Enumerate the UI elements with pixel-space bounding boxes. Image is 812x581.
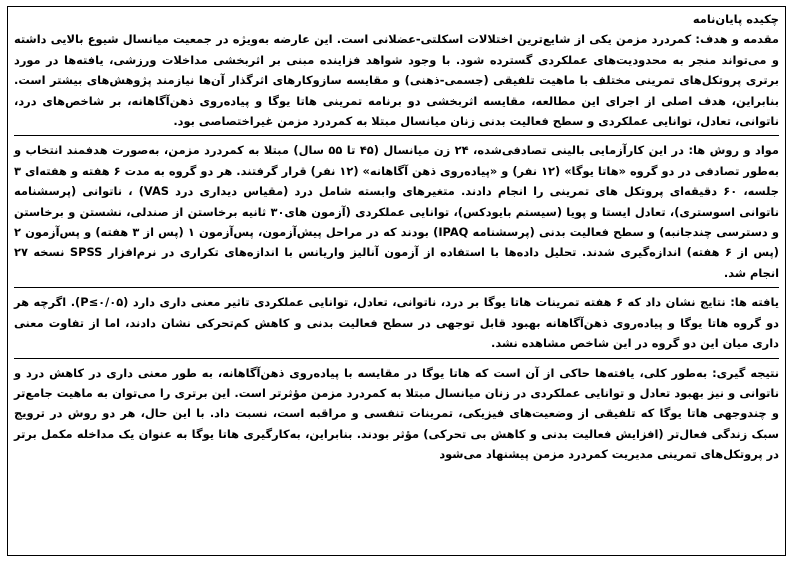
introduction-text: کمردرد مزمن یکی از شایع‌ترین اختلالات اسکلتی-عضلانی است. این عارضه به‌ویژه در جمعیت میانسال شیوع بالایی داشته و می‌تواند منجر به محدودیت‌های عملکردی گسترده شود. با وجود شواهد فزاینده مبنی بر اثربخشی مداخلات ورزشی، یافته‌ها در مورد برتری پروتکل‌های تمرینی مختلف با ماهیت تلفیقی (جسمی-ذهنی) و مقایسه سازوکارهای اثرگذار آن‌ها نیازمند پژوهش‌های بیشتر است. بنابراین، هدف اصلی از اجرای این مطالعه، مقایسه اثربخشی دو برنامه تمرینی هاتا یوگا و پیاده‌روی ذهن‌آگاهانه، بر شاخص‌های درد، ناتوانی، تعادل، توانایی عملکردی و سطح فعالیت بدنی زنان میانسال مبتلا به کمردرد مزمن غیراختصاصی بود. — [14, 32, 779, 129]
methods-paragraph — [14, 140, 779, 288]
introduction-label: مقدمه و هدف: — [695, 32, 779, 47]
results-text: نتایج نشان داد که ۶ هفته تمرینات هاتا یوگا بر درد، ناتوانی، تعادل، توانایی عملکردی تاثیر معنی داری دارد (P≤۰/۰۵). اگرچه هر دو گروه هاتا یوگا و پیاده‌روی ذهن‌آگاهانه بهبود قابل توجهی در سطح فعالیت بدنی و کاهش کم‌تحرکی نشان دادند، اما از تفاوت معنی داری میان این دو گروه در این شاخص مشاهده نشد. — [14, 295, 779, 351]
conclusion-text: به‌طور کلی، یافته‌ها حاکی از آن است که هاتا یوگا در مقایسه با پیاده‌روی ذهن‌آگاهانه، به طور معنی داری در کاهش درد و ناتوانی و نیز بهبود تعادل و توانایی عملکردی در زنان میانسال مبتلا به کمردرد مزمن مؤثرتر است. این برتری را می‌توان به ماهیت جامع‌تر و چندوجهی هاتا یوگا که تلفیقی از وضعیت‌های فیزیکی، تمرینات تنفسی و مراقبه است، نسبت داد. با این حال، هر دو روش در ترویج سبک زندگی فعال‌تر (افزایش فعالیت بدنی و کاهش بی تحرکی) مؤثر بودند. بنابراین، به‌کارگیری هاتا یوگا به عنوان یک مداخله مکمل برتر در پروتکل‌های تمرینی مدیریت کمردرد مزمن پیشنهاد می‌شود — [14, 365, 779, 462]
conclusion-paragraph — [14, 363, 779, 465]
abstract-content — [8, 7, 785, 465]
methods-text: در این کارآزمایی بالینی تصادفی‌شده، ۲۴ زن میانسال (۴۵ تا ۵۵ سال) مبتلا به کمردرد مزمن، به‌صورت هدفمند انتخاب و به‌طور تصادفی در دو گروه «هاتا یوگا» (۱۲ نفر) و «پیاده‌روی ذهن آگاهانه» (۱۲ نفر) قرار گرفتند. هر دو گروه به مدت ۶ هفته و هفته‌ای ۳ جلسه، ۶۰ دقیقه‌ای پروتکل های تمرینی را انجام دادند. متغیرهای وابسته شامل درد (مقیاس دیداری درد VAS) ، ناتوانی (پرسشنامه ناتوانی اسوستری)، تعادل ایستا و پویا (سیستم بایودکس)، توانایی عملکردی (آزمون های۳۰ ثانیه برخاستن از صندلی، نشستن و برخاستن و دسترسی چندجانبه) و سطح فعالیت بدنی (پرسشنامه IPAQ) بودند که در مراحل پیش‌آزمون، پس‌آزمون ۱ (پس از ۳ هفته) و پس‌آزمون ۲ (پس از ۶ هفته) اندازه‌گیری شدند. تحلیل داده‌ها با استفاده از آزمون آنالیز واریانس با اندازه‌های تکراری در نرم‌افزار SPSS نسخه ۲۷ انجام شد. — [14, 143, 780, 280]
conclusion-label: نتیجه گیری: — [712, 365, 780, 380]
results-paragraph — [14, 292, 779, 358]
methods-label: مواد و روش ها: — [688, 143, 779, 158]
abstract-frame — [7, 6, 786, 556]
abstract-title: چکیده پایان‌نامه — [692, 12, 779, 26]
results-label: یافته ها: — [730, 295, 780, 310]
introduction-paragraph — [14, 29, 779, 136]
